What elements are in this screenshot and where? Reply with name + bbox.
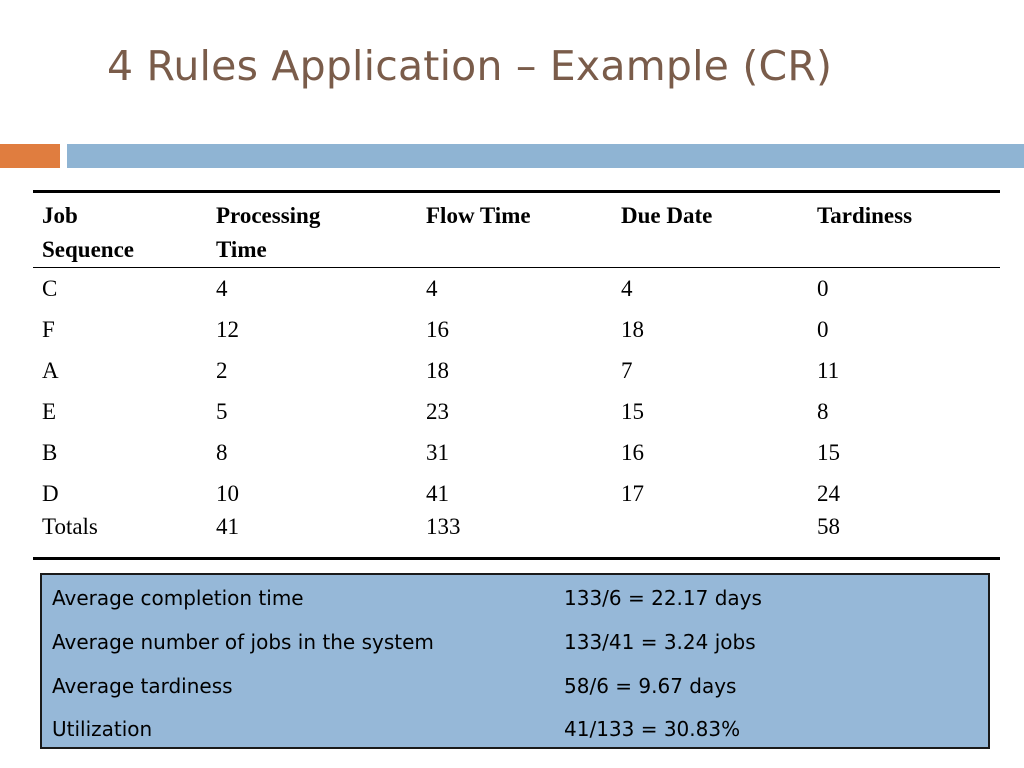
totals-processing-time: 41 — [216, 514, 239, 539]
cell-job: D — [42, 481, 59, 506]
cell-due-date: 16 — [621, 440, 644, 465]
cell-due-date: 7 — [621, 358, 633, 383]
cell-flow-time: 23 — [426, 399, 449, 424]
cell-tardiness: 0 — [817, 317, 829, 342]
header-flow-time: Flow Time — [417, 193, 612, 268]
table-header-row — [33, 193, 1000, 268]
totals-label: Totals — [42, 514, 98, 539]
totals-flow-time: 133 — [426, 514, 461, 539]
summary-value: 58/6 = 9.67 days — [564, 674, 737, 698]
cell-flow-time: 16 — [426, 317, 449, 342]
totals-tardiness: 58 — [817, 514, 840, 539]
table-row — [33, 309, 1000, 350]
cell-tardiness: 0 — [817, 276, 829, 301]
cell-flow-time: 41 — [426, 481, 449, 506]
table-row — [33, 268, 1000, 310]
accent-bar-orange — [0, 144, 60, 168]
summary-label: Average tardiness — [52, 674, 233, 698]
cell-due-date: 18 — [621, 317, 644, 342]
summary-label: Average completion time — [52, 586, 304, 610]
cell-processing-time: 4 — [216, 276, 228, 301]
cell-flow-time: 18 — [426, 358, 449, 383]
table-row — [33, 432, 1000, 473]
cell-due-date: 17 — [621, 481, 644, 506]
cell-job: E — [42, 399, 57, 424]
summary-label: Utilization — [52, 717, 153, 741]
summary-value: 133/41 = 3.24 jobs — [564, 630, 756, 654]
header-processing-time: Processing Time — [207, 193, 417, 268]
summary-label: Average number of jobs in the system — [52, 630, 434, 654]
cell-tardiness: 11 — [817, 358, 840, 383]
cell-processing-time: 8 — [216, 440, 228, 465]
cell-due-date: 4 — [621, 276, 633, 301]
table-row — [33, 473, 1000, 514]
cell-job: C — [42, 276, 58, 301]
job-table-container — [33, 190, 1000, 560]
cell-due-date: 15 — [621, 399, 644, 424]
cell-tardiness: 15 — [817, 440, 840, 465]
cell-tardiness: 24 — [817, 481, 840, 506]
accent-bar-blue — [67, 144, 1024, 168]
table-totals-row — [33, 514, 1000, 544]
slide-title: 4 Rules Application – Example (CR) — [107, 42, 833, 90]
cell-job: F — [42, 317, 55, 342]
cell-processing-time: 5 — [216, 399, 228, 424]
job-table — [33, 193, 1000, 544]
summary-value: 133/6 = 22.17 days — [564, 586, 762, 610]
header-tardiness: Tardiness — [808, 193, 1000, 268]
summary-value: 41/133 = 30.83% — [564, 717, 741, 741]
cell-processing-time: 10 — [216, 481, 239, 506]
cell-job: B — [42, 440, 58, 465]
header-job-sequence: Job Sequence — [33, 193, 207, 268]
cell-flow-time: 31 — [426, 440, 449, 465]
table-row — [33, 391, 1000, 432]
table-row — [33, 350, 1000, 391]
cell-job: A — [42, 358, 59, 383]
cell-flow-time: 4 — [426, 276, 438, 301]
cell-processing-time: 12 — [216, 317, 239, 342]
summary-box — [40, 573, 990, 749]
header-due-date: Due Date — [612, 193, 808, 268]
cell-tardiness: 8 — [817, 399, 829, 424]
totals-due-date — [612, 514, 808, 544]
cell-processing-time: 2 — [216, 358, 228, 383]
